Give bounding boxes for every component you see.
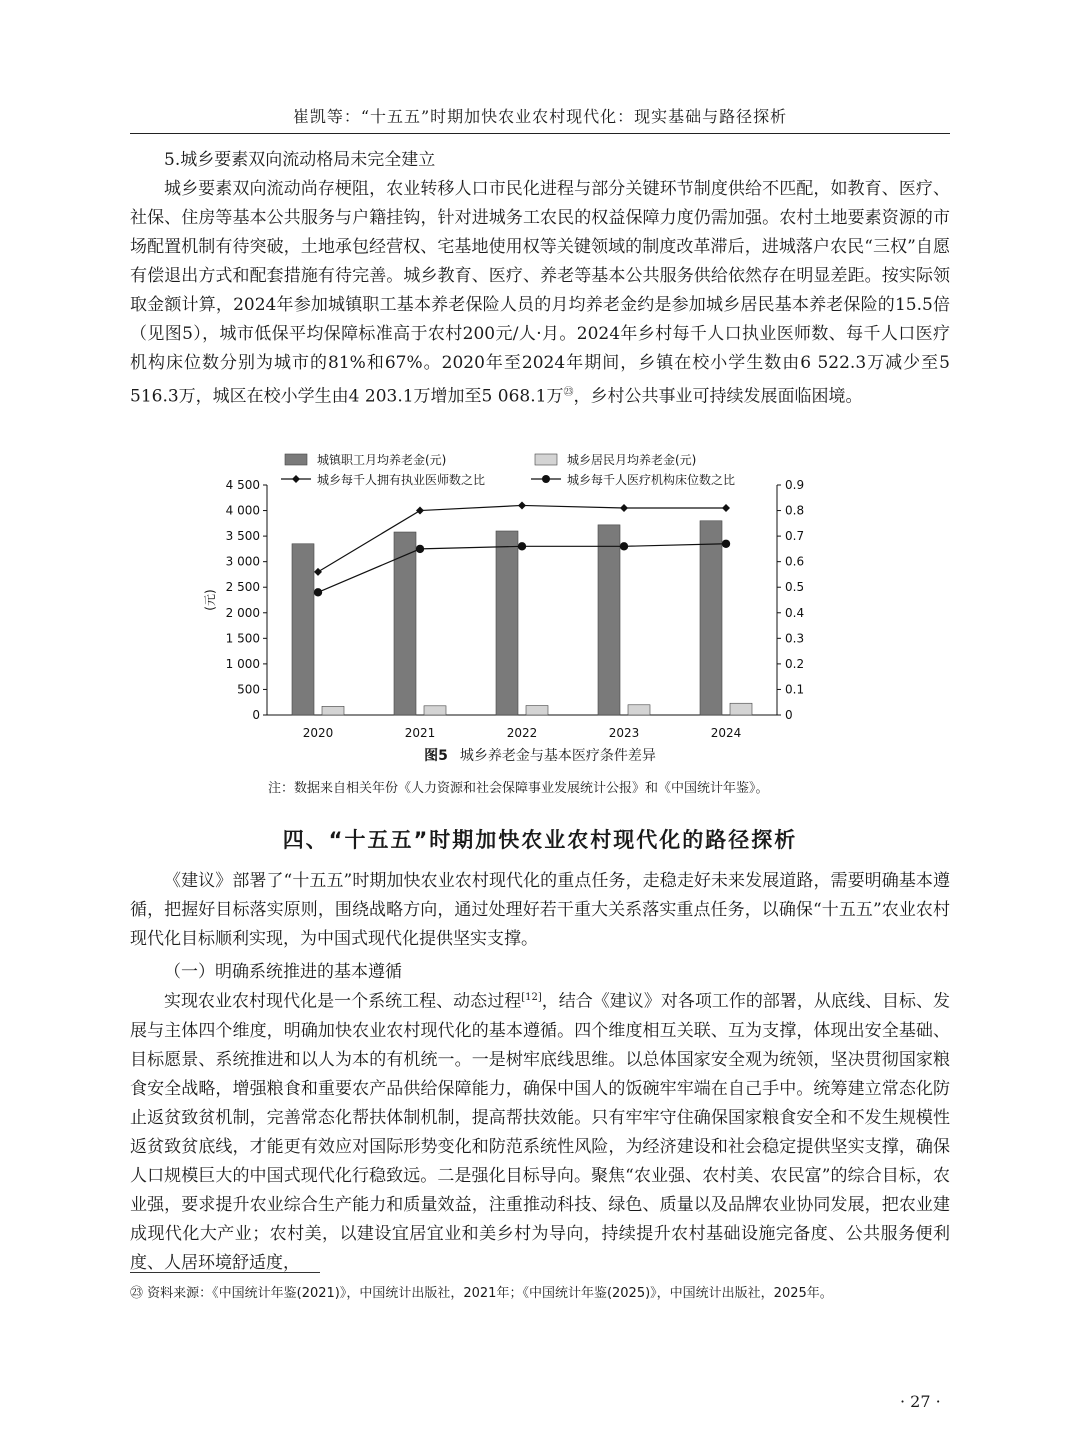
chart-plot <box>203 478 804 740</box>
series-line-doctors <box>318 505 726 571</box>
right-tick-label: 0.4 <box>785 605 805 620</box>
left-tick-label: 3 000 <box>225 554 260 569</box>
citation-ref[interactable]: [12] <box>521 992 542 1003</box>
running-header: 崔凯等：“十五五”时期加快农业农村现代化：现实基础与路径探析 <box>292 107 788 126</box>
legend-label: 城乡每千人拥有执业医师数之比 <box>317 473 486 487</box>
left-tick-label: 3 500 <box>225 529 260 544</box>
point-doctors <box>314 568 322 576</box>
bar-rural <box>730 703 752 715</box>
right-tick-label: 0.2 <box>785 656 805 671</box>
point-beds <box>416 545 424 553</box>
point-beds <box>722 540 730 548</box>
subsection1-paragraph-start: 实现农业农村现代化是一个系统工程、动态过程 <box>164 991 522 1012</box>
right-tick-label: 0 <box>785 708 793 722</box>
subsection1-paragraph <box>130 983 950 1278</box>
point-beds <box>314 588 322 596</box>
right-tick-label: 0.9 <box>785 478 805 492</box>
x-tick-label: 2020 <box>302 726 334 740</box>
x-tick-label: 2023 <box>608 726 640 740</box>
chart-legend <box>281 452 735 487</box>
right-tick-label: 0.5 <box>785 580 805 595</box>
series-line-beds <box>318 544 726 593</box>
right-tick-label: 0.1 <box>785 682 805 697</box>
bar-rural <box>424 706 446 715</box>
left-tick-label: 1 000 <box>225 656 260 671</box>
right-tick-label: 0.8 <box>785 503 805 518</box>
legend-label: 城镇职工月均养老金(元) <box>317 453 447 467</box>
figure-note: 注：数据来自相关年份《人力资源和社会保障事业发展统计公报》和《中国统计年鉴》。 <box>268 781 769 796</box>
subsection1-block <box>130 983 950 1278</box>
point-doctors <box>620 504 628 512</box>
figure5-chart <box>200 447 805 740</box>
left-tick-label: 500 <box>237 682 260 697</box>
legend-swatch <box>285 454 307 465</box>
y-axis-label: (元) <box>203 589 217 611</box>
left-tick-label: 4 500 <box>225 478 260 492</box>
bar-rural <box>322 706 344 715</box>
figure-caption-text: 城乡养老金与基本医疗条件差异 <box>459 748 656 764</box>
header-rule <box>130 133 950 134</box>
subsection1-title: （一）明确系统推进的基本遵循 <box>164 962 402 982</box>
section5-block <box>130 146 950 412</box>
subsection1-paragraph-end: ，结合《建议》对各项工作的部署，从底线、目标、发展与主体四个维度，明确加快农业农村现代化的基本遵循。四个维度相互关联、互为支撑，体现出安全基础、目标愿景、系统推进和以人为本的有机统一。一是树牢底线思维。以总体国家安全观为统领，坚决贯彻国家粮食安全战略，增强粮食和重要农产品供给保障能力，确保中国人的饭碗牢牢端在自己手中。统筹建立常态化防止返贫致贫机制，完善常态化帮扶体制机制，提高帮扶效能。只有牢牢守住确保国家粮食安全和不发生规模性返贫致贫底线，才能更有效应对国际形势变化和防范系统性风险，为经济建设和社会稳定提供坚实支撑，确保人口规模巨大的中国式现代化行稳致远。二是强化目标导向。聚焦“农业强、农村美、农民富”的综合目标，农业强，要求提升农业综合生产能力和质量效益，注重推动科技、绿色、质量以及品牌农业协同发展，把农业建成现代化大产业；农村美，以建设宜居宜业和美乡村为导向，持续提升农村基础设施完备度、公共服务便利度、人居环境舒适度， <box>130 991 950 1273</box>
point-beds <box>518 542 526 550</box>
legend-swatch <box>535 454 557 465</box>
section4-intro: 《建议》部署了“十五五”时期加快农业农村现代化的重点任务，走稳走好未来发展道路，需要明确基本遵循，把握好目标落实原则，围绕战略方向，通过处理好若干重大关系落实重点任务，以确保“十五五”农业农村现代化目标顺利实现，为中国式现代化提供坚实支撑。 <box>130 871 950 949</box>
section5-paragraph <box>130 175 950 412</box>
bar-urban <box>598 525 620 715</box>
bar-rural <box>526 706 548 715</box>
footnote: ㉓ 资料来源：《中国统计年鉴(2021)》，中国统计出版社，2021年；《中国统计年鉴(2025)》，中国统计出版社，2025年。 <box>130 1286 833 1301</box>
x-tick-label: 2022 <box>506 726 538 740</box>
right-tick-label: 0.3 <box>785 631 805 646</box>
right-tick-label: 0.6 <box>785 554 805 569</box>
legend-marker <box>542 475 550 483</box>
legend-marker <box>292 475 300 483</box>
point-doctors <box>518 501 526 509</box>
left-tick-label: 1 500 <box>225 631 260 646</box>
figure-number: 图5 <box>424 748 448 764</box>
right-tick-label: 0.7 <box>785 529 805 544</box>
footnote-rule <box>130 1272 320 1273</box>
legend-label: 城乡每千人医疗机构床位数之比 <box>567 473 736 487</box>
left-tick-label: 4 000 <box>225 503 260 518</box>
section5-paragraph-start: 城乡要素双向流动尚存梗阻，农业转移人口市民化进程与部分关键环节制度供给不匹配，如教育、医疗、社保、住房等基本公共服务与户籍挂钩，针对进城务工农民的权益保障力度仍需加强。农村土地要素资源的市场配置机制有待突破，土地承包经营权、宅基地使用权等关键领域的制度改革滞后，进城落户农民“三权”自愿有偿退出方式和配套措施有待完善。城乡教育、医疗、养老等基本公共服务供给依然存在明显差距。按实际领取金额计算，2024年参加城镇职工基本养老保险人员的月均养老金约是参加城乡居民基本养老保险的15.5倍（见图5），城市低保平均保障标准高于农村200元/人·月。2024年乡村每千人口执业医师数、每千人口医疗机构床位数分别为城市的81%和67%。2020年至2024年期间，乡镇在校小学生数由6 522.3万减少至5 516.3万，城区在校小学生由4 203.1万增加至5 068.1万 <box>130 179 950 407</box>
section5-paragraph-end: ，乡村公共事业可持续发展面临困境。 <box>573 386 863 407</box>
section4-intro-block <box>130 867 950 954</box>
figure-caption <box>130 745 950 765</box>
bar-urban <box>292 544 314 715</box>
page-number: · 27 · <box>900 1392 941 1411</box>
section4-title: 四、“十五五”时期加快农业农村现代化的路径探析 <box>282 828 798 852</box>
point-doctors <box>416 507 424 515</box>
left-tick-label: 0 <box>252 708 260 722</box>
x-tick-label: 2021 <box>404 726 436 740</box>
bar-urban <box>394 532 416 715</box>
footnote-ref[interactable]: ㉓ <box>563 387 574 398</box>
x-tick-label: 2024 <box>710 726 742 740</box>
bar-urban <box>700 521 722 715</box>
bar-urban <box>496 531 518 715</box>
legend-label: 城乡居民月均养老金(元) <box>567 453 697 467</box>
left-tick-label: 2 000 <box>225 605 260 620</box>
section5-heading: 5.城乡要素双向流动格局未完全建立 <box>164 150 436 170</box>
point-doctors <box>722 504 730 512</box>
left-tick-label: 2 500 <box>225 580 260 595</box>
bar-rural <box>628 705 650 715</box>
point-beds <box>620 542 628 550</box>
